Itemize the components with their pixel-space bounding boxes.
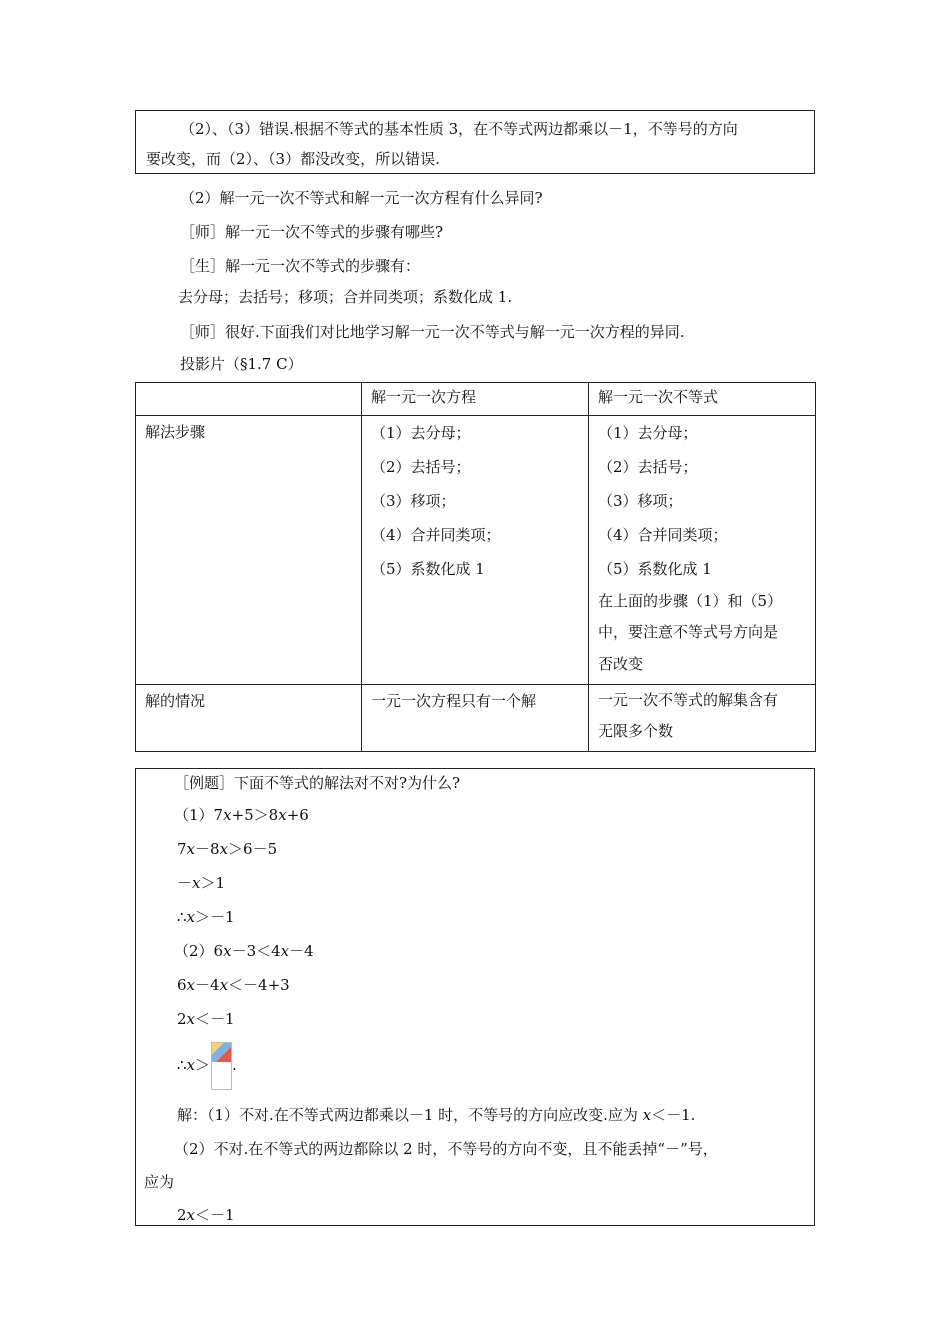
example-box — [135, 768, 815, 1226]
inequality-note: 否改变 — [598, 655, 644, 673]
problem-1-inequality: 7x+5＞8x+6 — [213, 806, 309, 824]
equation-step: （2）去括号； — [371, 458, 471, 476]
problem-2-line-a — [174, 941, 314, 961]
problem-2-period: . — [232, 1056, 237, 1074]
table-row-solution — [136, 685, 816, 752]
equation-step: （3）移项； — [371, 492, 456, 510]
problem-2-line-b: 6x－4x＜－4+3 — [177, 976, 290, 994]
table-row-steps — [136, 416, 816, 685]
top-answer-line-2: 要改变，而（2）、（3）都没改变，所以错误. — [146, 150, 440, 168]
solution-1: 解：（1）不对.在不等式两边都乘以－1 时，不等号的方向应改变.应为 x＜－1. — [177, 1106, 696, 1124]
broken-image-icon — [211, 1042, 232, 1090]
comparison-table — [135, 382, 816, 752]
equation-solution-cell: 一元一次方程只有一个解 — [362, 685, 589, 752]
equation-steps-cell — [362, 416, 589, 685]
solution-2: （2）不对.在不等式的两边都除以 2 时，不等号的方向不变，且不能丢掉“－”号， — [174, 1140, 718, 1158]
solution-2-result: 2x＜－1 — [177, 1206, 235, 1224]
projection-label: 投影片（§1.7 C） — [180, 355, 303, 373]
problem-1-line-a — [174, 805, 309, 825]
problem-2-line-c: 2x＜－1 — [177, 1010, 235, 1028]
inequality-step: （5）系数化成 1 — [598, 560, 712, 578]
solution-2-continued: 应为 — [144, 1173, 175, 1191]
top-answer-line-1: （2）、（3）错误.根据不等式的基本性质 3，在不等式两边都乘以－1，不等号的方向 — [180, 120, 738, 138]
inequality-steps-cell — [589, 416, 816, 685]
equation-step: （1）去分母； — [371, 424, 471, 442]
table-header-row — [136, 383, 816, 416]
teacher-comment: ［师］很好.下面我们对比地学习解一元一次不等式与解一元一次方程的异同. — [180, 323, 685, 341]
example-title: ［例题］下面不等式的解法对不对?为什么? — [174, 774, 461, 792]
steps-list: 去分母；去括号；移项；合并同类项；系数化成 1. — [178, 288, 513, 306]
problem-2-conclusion: ∴x＞ — [177, 1056, 211, 1074]
problem-2-line-d — [177, 1041, 237, 1090]
table-header-inequality: 解一元一次不等式 — [589, 383, 816, 416]
equation-step: （5）系数化成 1 — [371, 560, 485, 578]
inequality-note: 在上面的步骤（1）和（5） — [598, 592, 783, 610]
inequality-solution-line: 一元一次不等式的解集含有 — [598, 691, 779, 709]
row-label-steps: 解法步骤 — [136, 416, 362, 685]
equation-step: （4）合并同类项； — [371, 526, 501, 544]
inequality-solution-line: 无限多个数 — [598, 722, 674, 740]
table-header-empty — [136, 383, 362, 416]
top-answer-box — [135, 110, 815, 174]
problem-2-inequality: 6x－3＜4x－4 — [213, 942, 314, 960]
row-label-solution: 解的情况 — [136, 685, 362, 752]
student-answer: ［生］解一元一次不等式的步骤有： — [180, 257, 421, 275]
problem-1-label: （1） — [174, 806, 214, 824]
teacher-question: ［师］解一元一次不等式的步骤有哪些? — [180, 223, 444, 241]
table-header-equation: 解一元一次方程 — [362, 383, 589, 416]
inequality-step: （2）去括号； — [598, 458, 698, 476]
question-2: （2）解一元一次不等式和解一元一次方程有什么异同? — [180, 189, 543, 207]
inequality-solution-cell — [589, 685, 816, 752]
problem-1-line-b: 7x－8x＞6－5 — [177, 840, 278, 858]
inequality-note: 中，要注意不等式号方向是 — [598, 623, 779, 641]
problem-2-label: （2） — [174, 942, 214, 960]
problem-1-line-c: －x＞1 — [177, 874, 226, 892]
problem-1-line-d: ∴x＞－1 — [177, 908, 235, 926]
inequality-step: （1）去分母； — [598, 424, 698, 442]
inequality-step: （4）合并同类项； — [598, 526, 728, 544]
inequality-step: （3）移项； — [598, 492, 683, 510]
